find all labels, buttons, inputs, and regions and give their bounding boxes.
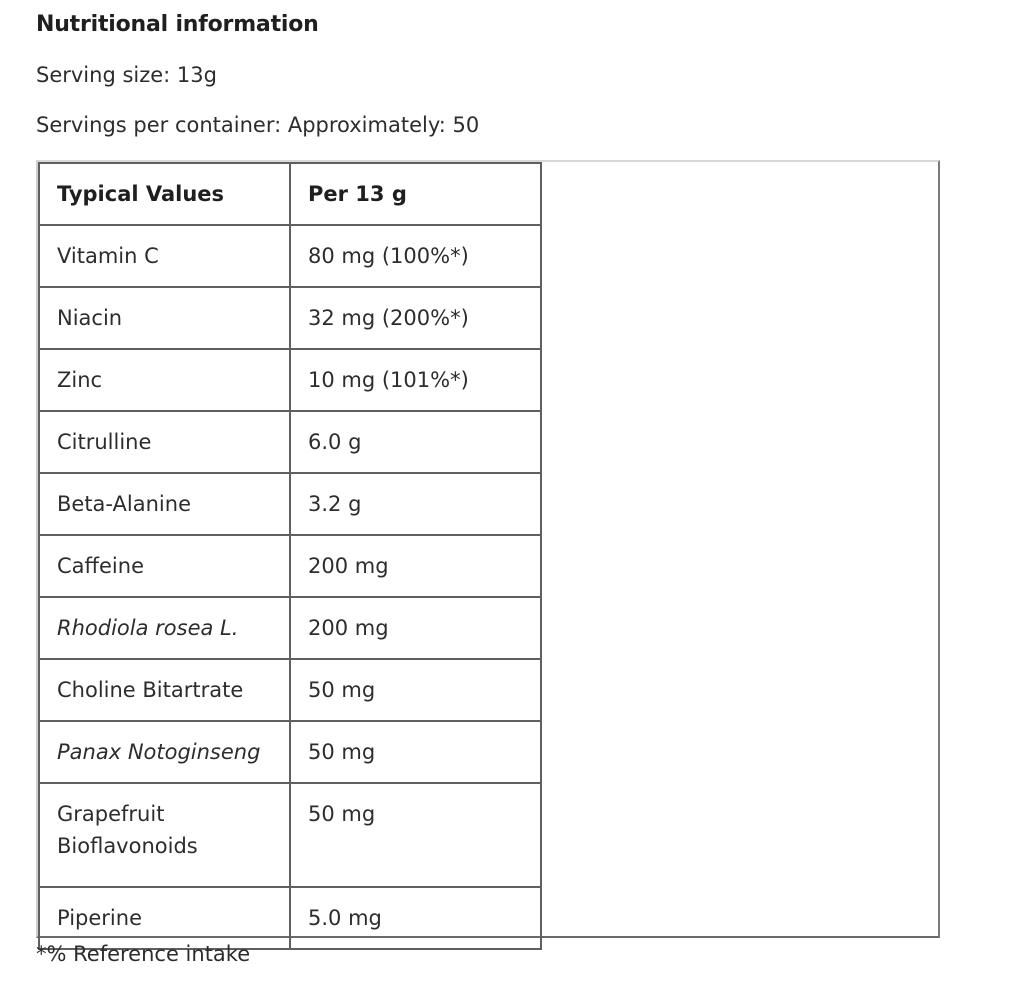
table-row bbox=[39, 597, 541, 659]
nutrient-value: 50 mg bbox=[290, 783, 541, 887]
nutrition-table bbox=[38, 162, 542, 950]
table-row bbox=[39, 225, 541, 287]
table-row bbox=[39, 535, 541, 597]
serving-size-text: Serving size: 13g bbox=[36, 63, 217, 87]
nutrient-name: Caffeine bbox=[39, 535, 290, 597]
nutrient-name: Zinc bbox=[39, 349, 290, 411]
nutrient-value: 50 mg bbox=[290, 721, 541, 783]
nutrient-name: Rhodiola rosea L. bbox=[39, 597, 290, 659]
table-row bbox=[39, 349, 541, 411]
nutrient-name: Piperine bbox=[39, 887, 290, 949]
nutrient-value: 10 mg (101%*) bbox=[290, 349, 541, 411]
footnote: *% Reference intake bbox=[36, 942, 251, 966]
servings-per-container-text: Servings per container: Approximately: 50 bbox=[36, 113, 480, 137]
nutrient-value: 80 mg (100%*) bbox=[290, 225, 541, 287]
nutrient-value: 32 mg (200%*) bbox=[290, 287, 541, 349]
nutrient-name: Citrulline bbox=[39, 411, 290, 473]
column-header-typical-values: Typical Values bbox=[39, 163, 290, 225]
nutrient-value: 200 mg bbox=[290, 535, 541, 597]
table-row bbox=[39, 411, 541, 473]
table-row bbox=[39, 721, 541, 783]
nutrient-value: 5.0 mg bbox=[290, 887, 541, 949]
table-row bbox=[39, 287, 541, 349]
nutrient-name: Panax Notoginseng bbox=[39, 721, 290, 783]
table-row bbox=[39, 659, 541, 721]
nutrient-value: 3.2 g bbox=[290, 473, 541, 535]
nutrient-value: 50 mg bbox=[290, 659, 541, 721]
table-row bbox=[39, 783, 541, 887]
nutrient-value: 6.0 g bbox=[290, 411, 541, 473]
page-title: Nutritional information bbox=[36, 12, 319, 37]
column-header-per-serving: Per 13 g bbox=[290, 163, 541, 225]
nutrient-name: Niacin bbox=[39, 287, 290, 349]
nutrient-name: Vitamin C bbox=[39, 225, 290, 287]
table-row bbox=[39, 473, 541, 535]
nutrient-name: Choline Bitartrate bbox=[39, 659, 290, 721]
nutrient-value: 200 mg bbox=[290, 597, 541, 659]
table-row bbox=[39, 887, 541, 949]
nutrient-name: Beta-Alanine bbox=[39, 473, 290, 535]
table-header-row bbox=[39, 163, 541, 225]
nutrient-name: Grapefruit Bioflavonoids bbox=[39, 783, 290, 887]
